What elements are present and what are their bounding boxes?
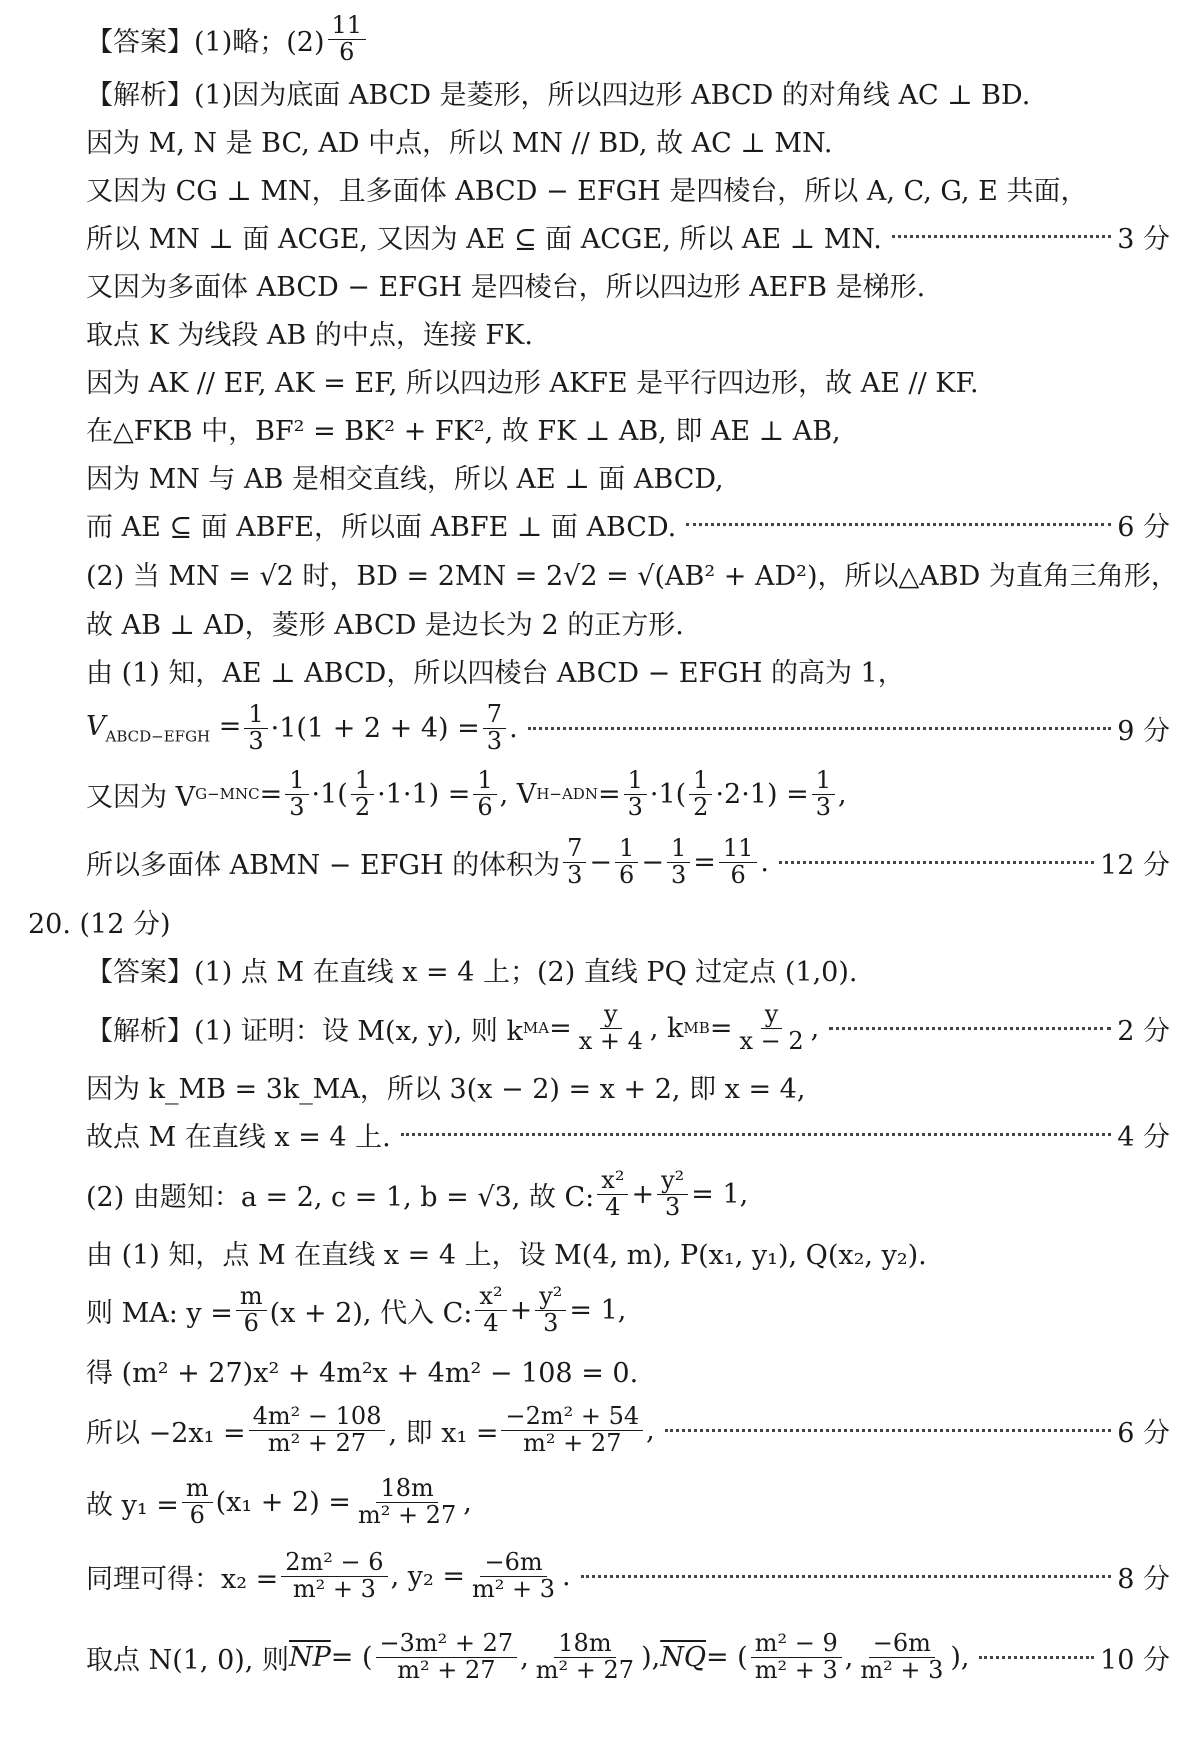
q19-line-2: 因为 M, N 是 BC, AD 中点，所以 MN // BD, 故 AC ⊥ MN. bbox=[86, 127, 833, 159]
q19-answer bbox=[86, 11, 1170, 66]
q20-y1-line: 故 y₁ = $\frac{m}{6}$ (x₁ + 2) = $\frac{18m}{\text{m² + 27}}$ , bbox=[86, 1474, 472, 1529]
q20-line-5: 由 (1) 知，点 M 在直线 x = 4 上，设 M(4, m), P(x₁, y₁), Q(x₂, y₂). bbox=[86, 1239, 927, 1271]
q19-line-9: 因为 MN 与 AB 是相交直线，所以 AE ⊥ 面 ABCD, bbox=[86, 463, 724, 495]
q20-vector-line: 取点 N(1, 0), 则 $\overline{NP}$ = ( $\frac{\text{−3m² + 27}}{\text{m² + 27}}$ , $\frac{18m}{\text{m² + 27}}$ ), $\overline{NQ}$ = ( $\frac{\text{m² − 9}}{\text{m² + 3}}$ , $\frac{-6m}{\text{m² + 3}}$ ), 10 分 bbox=[86, 1629, 1170, 1684]
q20-ma-line: 则 MA: y = $\frac{m}{6}$ (x + 2), 代入 C: $\frac{\text{x²}}{4}$ + $\frac{\text{y²}}{3}$ = 1, bbox=[86, 1282, 627, 1337]
q19-line-12: 故 AB ⊥ AD，菱形 ABCD 是边长为 2 的正方形. bbox=[86, 609, 684, 641]
q20-header: 20. (12 分) bbox=[28, 908, 171, 940]
answer-label: 【答案】(1)略；(2) bbox=[86, 26, 325, 58]
score-mark: 8 分 bbox=[1117, 1563, 1170, 1595]
score-mark: 10 分 bbox=[1100, 1644, 1170, 1676]
answer-fraction: $\frac{11}{6}$ bbox=[328, 13, 367, 64]
score-mark: 6 分 bbox=[1117, 511, 1170, 543]
dot-leader bbox=[581, 1575, 1112, 1578]
q19-line-10: 而 AE ⊆ 面 ABFE，所以面 ABFE ⊥ 面 ABCD. 6 分 bbox=[86, 504, 1170, 544]
q20-answer: 【答案】(1) 点 M 在直线 x = 4 上；(2) 直线 PQ 过定点 (1,0). bbox=[86, 956, 858, 988]
q20-x1-line: 所以 −2x₁ = $\frac{\text{4m² − 108}}{\text{m² + 27}}$ , 即 x₁ = $\frac{\text{−2m² + 54}}{\text{m² + 27}}$ , 6 分 bbox=[86, 1402, 1170, 1457]
dot-leader bbox=[829, 1027, 1111, 1030]
dot-leader bbox=[528, 727, 1112, 730]
dot-leader bbox=[979, 1656, 1094, 1659]
dot-leader bbox=[892, 235, 1111, 238]
q20-ellipse-line: (2) 由题知：a = 2, c = 1, b = √3, 故 C: $\frac{\text{x²}}{4}$ + $\frac{\text{y²}}{3}$ = 1, bbox=[86, 1166, 749, 1221]
score-mark: 6 分 bbox=[1117, 1417, 1170, 1449]
dot-leader bbox=[665, 1429, 1111, 1432]
q20-line-2: 因为 k_MB = 3k_MA，所以 3(x − 2) = x + 2, 即 x = 4, bbox=[86, 1073, 806, 1105]
dot-leader bbox=[779, 861, 1094, 864]
q19-volume-line: $V_{ABCD-EFGH}$ = $\frac{1}{3}$ ·1(1 + 2 + 4) = $\frac{7}{3}$ . 9 分 bbox=[86, 700, 1170, 755]
q19-line-13: 由 (1) 知，AE ⊥ ABCD，所以四棱台 ABCD − EFGH 的高为 1， bbox=[86, 657, 905, 689]
dot-leader bbox=[686, 523, 1111, 526]
dot-leader bbox=[401, 1133, 1111, 1136]
q19-total-volume-line: 所以多面体 ABMN − EFGH 的体积为 $\frac{7}{3}$ − $\frac{1}{6}$ − $\frac{1}{3}$ = $\frac{11}{6}$ . 12 分 bbox=[86, 834, 1170, 889]
vector-np: $\overline{NP}$ bbox=[288, 1641, 331, 1673]
score-mark: 2 分 bbox=[1117, 1015, 1170, 1047]
q20-line-3: 故点 M 在直线 x = 4 上. 4 分 bbox=[86, 1114, 1170, 1154]
vector-nq: $\overline{NQ}$ bbox=[660, 1641, 706, 1673]
score-mark: 3 分 bbox=[1117, 223, 1170, 255]
q19-line-7: 因为 AK // EF, AK = EF, 所以四边形 AKFE 是平行四边形，故 AE // KF. bbox=[86, 367, 979, 399]
q19-line-1: 【解析】(1)因为底面 ABCD 是菱形，所以四边形 ABCD 的对角线 AC ⊥ BD. bbox=[86, 79, 1031, 111]
q20-x2y2-line: 同理可得：x₂ = $\frac{\text{2m² − 6}}{\text{m² + 3}}$ , y₂ = $\frac{-6m}{\text{m² + 3}}$ . 8 分 bbox=[86, 1548, 1170, 1603]
score-mark: 12 分 bbox=[1100, 849, 1170, 881]
q19-line-6: 取点 K 为线段 AB 的中点，连接 FK. bbox=[86, 319, 533, 351]
q19-line-8: 在△FKB 中，BF² = BK² + FK², 故 FK ⊥ AB, 即 AE ⊥ AB, bbox=[86, 415, 841, 447]
q19-line-5: 又因为多面体 ABCD − EFGH 是四棱台，所以四边形 AEFB 是梯形. bbox=[86, 271, 926, 303]
q19-line-4: 所以 MN ⊥ 面 ACGE, 又因为 AE ⊆ 面 ACGE, 所以 AE ⊥ MN. 3 分 bbox=[86, 216, 1170, 256]
q19-line-11: (2) 当 MN = √2 时，BD = 2MN = 2√2 = √(AB² + AD²)，所以△ABD 为直角三角形， bbox=[86, 560, 1178, 592]
q20-line-7: 得 (m² + 27)x² + 4m²x + 4m² − 108 = 0. bbox=[86, 1357, 639, 1389]
q19-subvolume-line: 又因为 V G−MNC = $\frac{1}{3}$ ·1( $\frac{1}{2}$ ·1·1) = $\frac{1}{6}$ , V H−ADN = $\frac{1}{3}$ ·1( $\frac{1}{2}$ ·2·1) = $\frac{1}{3}$ , bbox=[86, 766, 847, 821]
q20-slope-line: 【解析】(1) 证明：设 M(x, y), 则 k MA = $\frac{y}{x + 4}$ , k MB = $\frac{y}{x - 2}$ , 2 分 bbox=[86, 1000, 1170, 1055]
score-mark: 4 分 bbox=[1117, 1121, 1170, 1153]
q19-line-3: 又因为 CG ⊥ MN，且多面体 ABCD − EFGH 是四棱台，所以 A, C, G, E 共面， bbox=[86, 175, 1088, 207]
score-mark: 9 分 bbox=[1117, 715, 1170, 747]
